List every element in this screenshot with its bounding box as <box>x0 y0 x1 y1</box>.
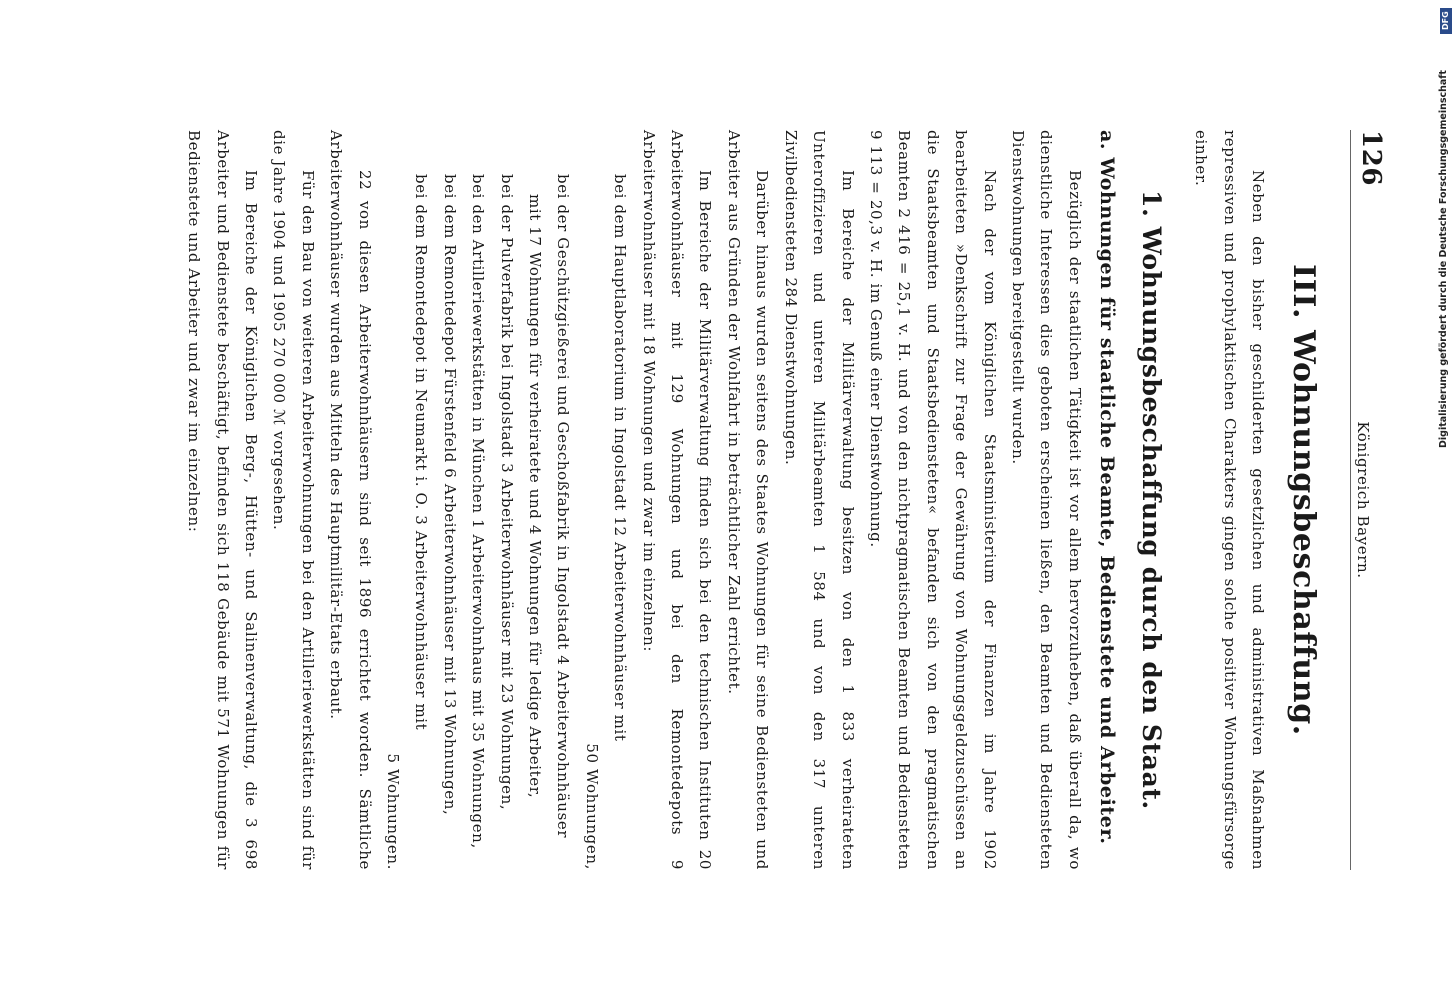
paragraph: Im Bereiche der Königlichen Berg-, Hütten- und Salinenverwaltung, die 3 698 Arbeiter und Bedienstete beschäftigt, befinden sich 118 Gebäude mit 571 Wohnungen für Bedienstete und Arbeiter und zwar im einzelnen: <box>185 130 260 870</box>
credit-text: Digitalisierung gefördert durch die Deutsche Forschungsgemeinschaft <box>1438 70 1449 448</box>
page-body <box>180 130 1386 870</box>
list-item <box>379 130 436 870</box>
page-number: 126 <box>1356 130 1386 187</box>
running-head: Königreich Bayern. <box>1354 421 1372 579</box>
paragraph: Für den Bau von weiteren Arbeiterwohnungen bei den Artilleriewerkstätten sind für die Jahre 1904 und 1905 270 000 ℳ vorgesehen. <box>270 130 317 870</box>
paragraph: Im Bereiche der Militärverwaltung besitzen von den 1 833 verheirateten Unteroffizieren und unteren Militärbeamten 1 584 und von den 317 unteren Zivilbediensteten 284 Dienstwohnungen. <box>781 130 857 870</box>
list-item-text: bei der Geschützgießerei und Geschoßfabrik in Ingolstadt 4 Arbeiterwohnhäuser mit 17 Wohnungen für verheiratete und 4 Wohnungen für ledige Arbeiter, <box>526 174 573 839</box>
list-item <box>492 130 520 870</box>
list-item <box>577 130 634 870</box>
list-item-count: 50 Wohnungen, <box>582 743 601 870</box>
list-item-text: bei dem Hauptlaboratorium in Ingolstadt 12 Arbeiterwohnhäuser mit <box>611 174 630 742</box>
paragraph: Darüber hinaus wurden seitens des Staates Wohnungen für seine Bediensteten und Arbeiter aus Gründen der Wohlfahrt in beträchtlicher Zahl errichtet. <box>724 130 772 870</box>
chapter-title: III. Wohnungsbeschaffung. <box>1286 264 1321 736</box>
subsection-title: a. Wohnungen für staatliche Beamte, Bedienstete und Arbeiter. <box>1095 130 1118 845</box>
list-item-count: 5 Wohnungen. <box>384 753 403 870</box>
list-item-text: bei dem Remontedepot in Neumarkt i. O. 3 Arbeiterwohnhäuser mit <box>412 174 431 731</box>
dfg-logo: DFG <box>1440 8 1452 34</box>
paragraph: 22 von diesen Arbeiterwohnhäusern sind seit 1896 errichtet worden. Sämtliche Arbeiterwohnhäuser wurden aus Mitteln des Hauptmilitär-Etats erbaut. <box>327 130 374 870</box>
list-item <box>435 130 463 870</box>
paragraph: Nach der vom Königlichen Staatsministerium der Finanzen im Jahre 1902 bearbeiteten »Denkschrift zur Frage der Gewährung von Wohnungsgeldzuschüssen an die Staatsbeamten und Staatsbediensteten« befanden sich von den pragmatischen Beamten 2 416 = 25,1 v. H. und von den nichtpragmatischen Beamten und Bediensteten 9 113 = 20,3 v. H. im Genuß einer Dienstwohnung. <box>866 130 999 870</box>
page-header <box>1350 130 1386 870</box>
digitization-credit <box>1438 8 1452 992</box>
list-item-text: bei den Artilleriewerkstätten in München 1 Arbeiterwohnhaus mit 35 Wohnungen, <box>469 174 488 849</box>
list-item-text: bei dem Remontedepot Fürstenfeld 6 Arbeiterwohnhäuser mit 13 Wohnungen, <box>440 174 459 816</box>
list-item <box>464 130 492 870</box>
list-item-text: bei der Pulverfabrik bei Ingolstadt 3 Arbeiterwohnhäuser mit 23 Wohnungen, <box>497 174 516 811</box>
paragraph: Bezüglich der staatlichen Tätigkeit ist vor allem hervorzuheben, daß überall da, wo dienstliche Interessen dies geboten erscheinen ließen, den Beamten und Bediensteten Dienstwohnungen bereitgestellt wurden. <box>1008 130 1084 870</box>
installation-list <box>379 130 635 870</box>
paragraph: Im Bereiche der Militärverwaltung finden sich bei den technischen Instituten 20 Arbeiterwohnhäuser mit 129 Wohnungen und bei den Remontedepots 9 Arbeiterwohnhäuser mit 18 Wohnungen und zwar im einzelnen: <box>639 130 715 870</box>
intro-paragraph: Neben den bisher geschilderten gesetzlichen und administrativen Maßnahmen repressiven und prophylaktischen Charakters gingen solche positiver Wohnungsfürsorge einher. <box>1192 130 1267 870</box>
section-title: 1. Wohnungsbeschaffung durch den Staat. <box>1136 190 1166 810</box>
list-item <box>521 130 578 870</box>
